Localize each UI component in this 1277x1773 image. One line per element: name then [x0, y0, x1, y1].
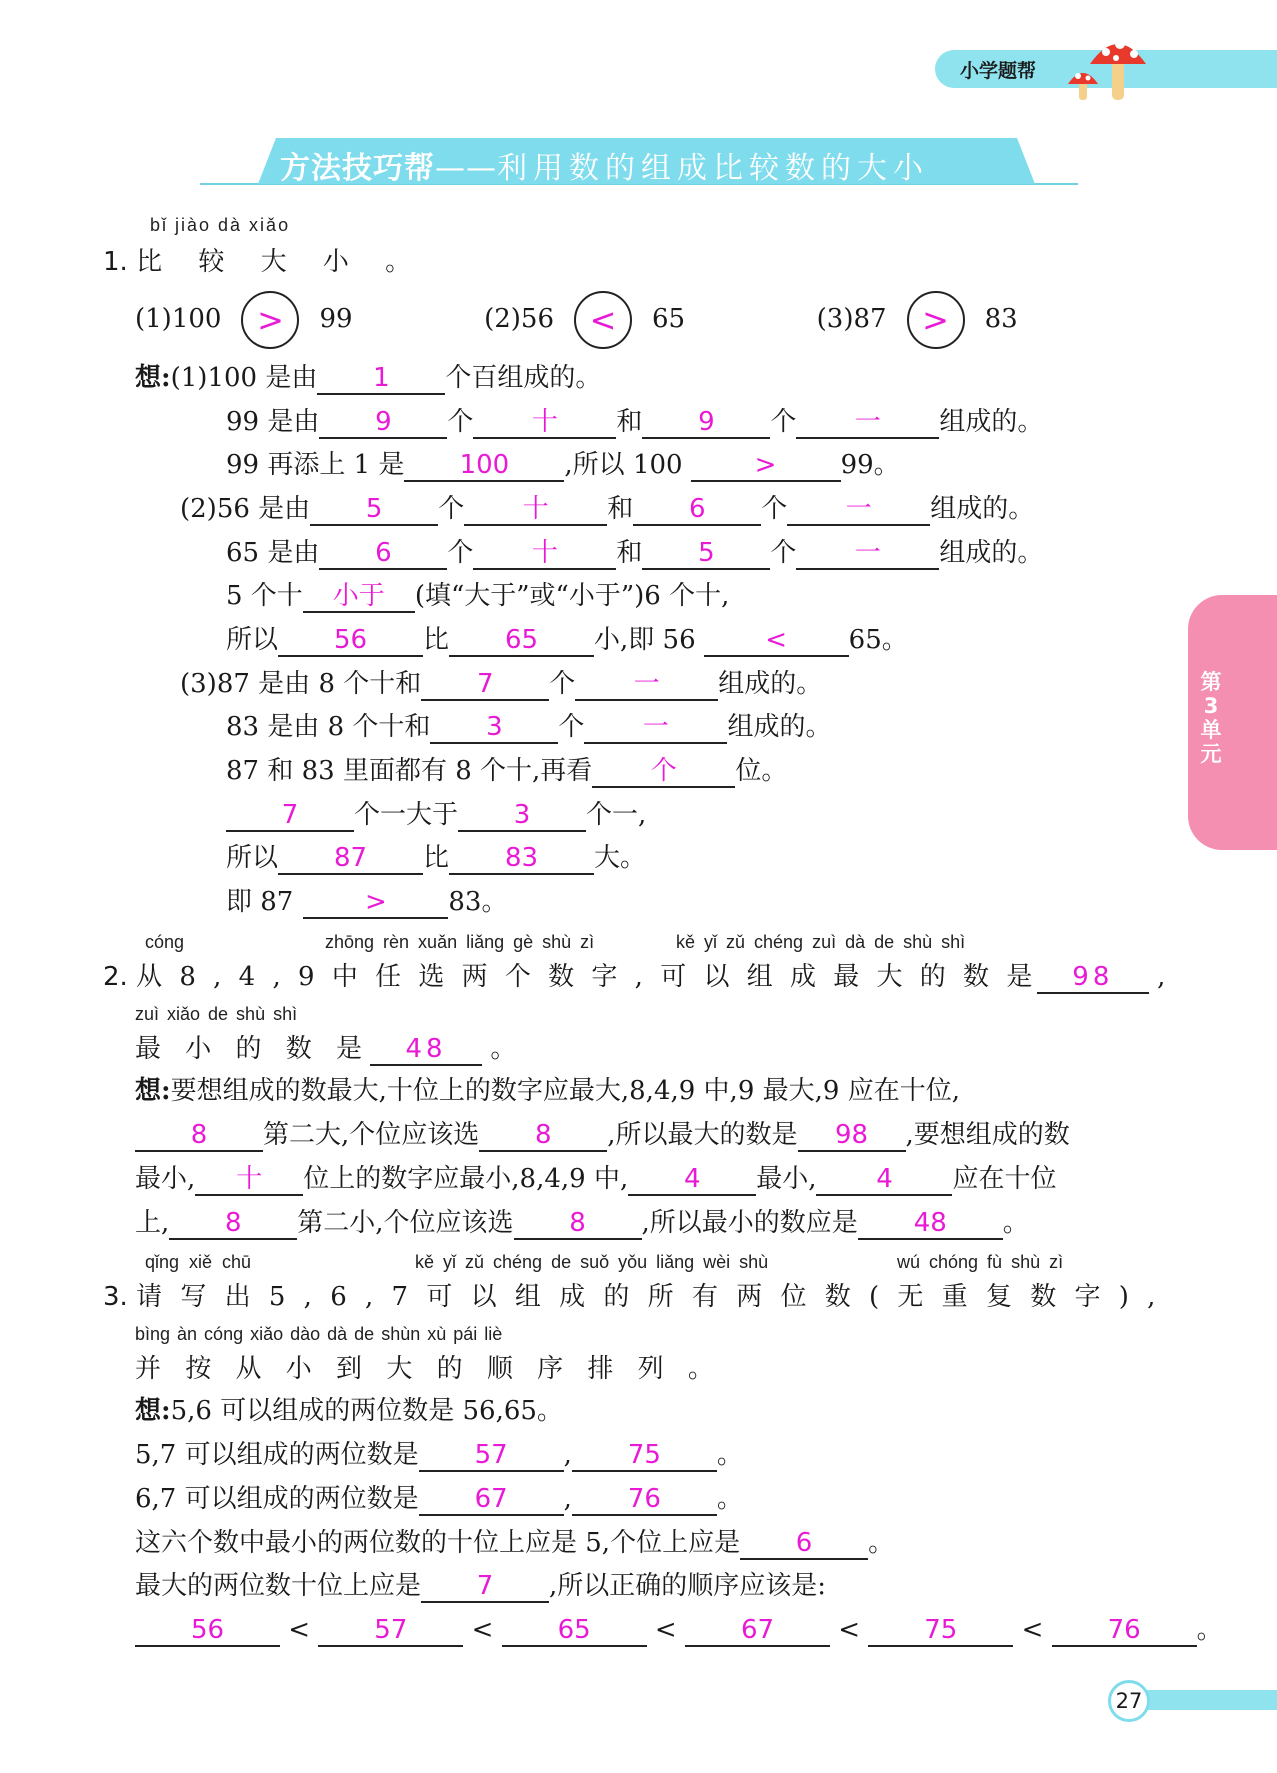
q1-think-line-13: 即 87 > 83。 [226, 887, 508, 917]
q1-think-line-8: (3)87 是由 8 个十和 7 个 一 组成的。 [180, 669, 823, 699]
order-blank-4: 67 [685, 1615, 830, 1647]
q1-think-line-11: 7 个一大于 3 个一, [226, 797, 646, 833]
compare-3-left: (3)87 [816, 304, 887, 334]
q3-think-line-4: 这六个数中最小的两位数的十位上应是 5,个位上应是 6 。 [135, 1528, 895, 1558]
q3-think-line-2: 5,7 可以组成的两位数是 57 , 75 。 [135, 1440, 743, 1470]
q3-pinyin-2: bìng àn cóng xiǎo dào dà de shùn xù pái liè [135, 1324, 503, 1344]
compare-3-right: 83 [984, 304, 1018, 334]
unit-label: 第3单元 [1200, 670, 1222, 766]
order-blank-3: 65 [502, 1615, 647, 1647]
order-blank-1: 56 [135, 1615, 280, 1647]
q1-pinyin: bǐ jiào dà xiǎo [150, 215, 291, 235]
compare-2-answer: < [574, 291, 632, 349]
q1-think-line-1: 想:(1)100 是由 1 个百组成的。 [135, 363, 602, 393]
page-number: 27 [1108, 1680, 1150, 1722]
order-blank-5: 75 [868, 1615, 1013, 1647]
q3-prompt-line-2: 并 按 从 小 到 大 的 顺 序 排 列 。 [135, 1354, 722, 1384]
q1-think-line-10: 87 和 83 里面都有 8 个十,再看 个 位。 [226, 756, 788, 786]
order-blank-2: 57 [318, 1615, 463, 1647]
q3-think-line-5: 最大的两位数十位上应是 7 ,所以正确的顺序应该是: [135, 1571, 827, 1601]
compare-2-right: 65 [652, 304, 686, 334]
q3-pinyin-1a: qǐng xiě chū [145, 1252, 252, 1272]
q2-pinyin-1b: zhōng rèn xuǎn liǎng gè shù zì [325, 932, 595, 952]
mushroom-icon [1060, 30, 1150, 105]
order-blank-6: 76 [1052, 1615, 1197, 1647]
q1-think-line-9: 83 是由 8 个十和 3 个 一 组成的。 [226, 712, 832, 742]
compare-1-answer: > [241, 291, 299, 349]
q2-think-line-4: 上, 8 第二小,个位应该选 8 ,所以最小的数应是 48 。 [135, 1208, 1029, 1238]
compare-1-right: 99 [319, 304, 353, 334]
q1-think-line-4: (2)56 是由 5 个 十 和 6 个 一 组成的。 [180, 494, 1035, 524]
q1-think-line-2: 99 是由 9 个 十 和 9 个 一 组成的。 [226, 407, 1044, 437]
q1-think-line-7: 所以 56 比 65 小,即 56 < 65。 [226, 625, 908, 655]
q3-prompt-line-1: 3. 请 写 出 5 , 6 , 7 可 以 组 成 的 所 有 两 位 数 ( 无 重 复 数 字 ) , [103, 1282, 1161, 1312]
q1-prompt: 1. 比 较 大 小 。 [103, 247, 426, 277]
q3-think-line-1: 想:5,6 可以组成的两位数是 56,65。 [135, 1396, 563, 1426]
q1-think-line-5: 65 是由 6 个 十 和 5 个 一 组成的。 [226, 538, 1044, 568]
q2-pinyin-1c: kě yǐ zǔ chéng zuì dà de shù shì [676, 932, 966, 952]
compare-3-answer: > [907, 291, 965, 349]
q2-prompt-line-1: 2. 从 8 , 4 , 9 中 任 选 两 个 数 字 , 可 以 组 成 最 大 的 数 是 98 , [103, 962, 1166, 992]
q2-think-line-2: 8 第二大,个位应该选 8 ,所以最大的数是 98 ,要想组成的数 [135, 1117, 1070, 1153]
q3-order-line: 56 < 57 < 65 < 67 < 75 < 76 。 [135, 1612, 1223, 1648]
q3-pinyin-1c: wú chóng fù shù zì [897, 1252, 1064, 1272]
q2-pinyin-1a: cóng [145, 932, 185, 952]
q1-think-line-6: 5 个十 小于 (填“大于”或“小于”)6 个十, [226, 581, 730, 611]
q2-pinyin-2: zuì xiǎo de shù shì [135, 1004, 298, 1024]
q1-compare-row [135, 289, 1018, 349]
q3-pinyin-1b: kě yǐ zǔ chéng de suǒ yǒu liǎng wèi shù [415, 1252, 769, 1272]
q3-think-line-3: 6,7 可以组成的两位数是 67 , 76 。 [135, 1484, 743, 1514]
footer-band [1130, 1690, 1277, 1710]
compare-1-left: (1)100 [135, 304, 222, 334]
q2-prompt-line-2: 最 小 的 数 是 48 。 [135, 1034, 517, 1064]
q1-think-line-3: 99 再添上 1 是 100 ,所以 100 > 99。 [226, 450, 900, 480]
q2-think-line-1: 想:要想组成的数最大,十位上的数字应最大,8,4,9 中,9 最大,9 应在十位, [135, 1076, 960, 1106]
section-title: 方法技巧帮——利用数的组成比较数的大小 [280, 151, 929, 186]
q1-think-line-12: 所以 87 比 83 大。 [226, 843, 647, 873]
compare-2-left: (2)56 [484, 304, 555, 334]
brand-label: 小学题帮 [960, 60, 1037, 82]
q2-think-line-3: 最小, 十 位上的数字应最小,8,4,9 中, 4 最小, 4 应在十位 [135, 1164, 1057, 1194]
